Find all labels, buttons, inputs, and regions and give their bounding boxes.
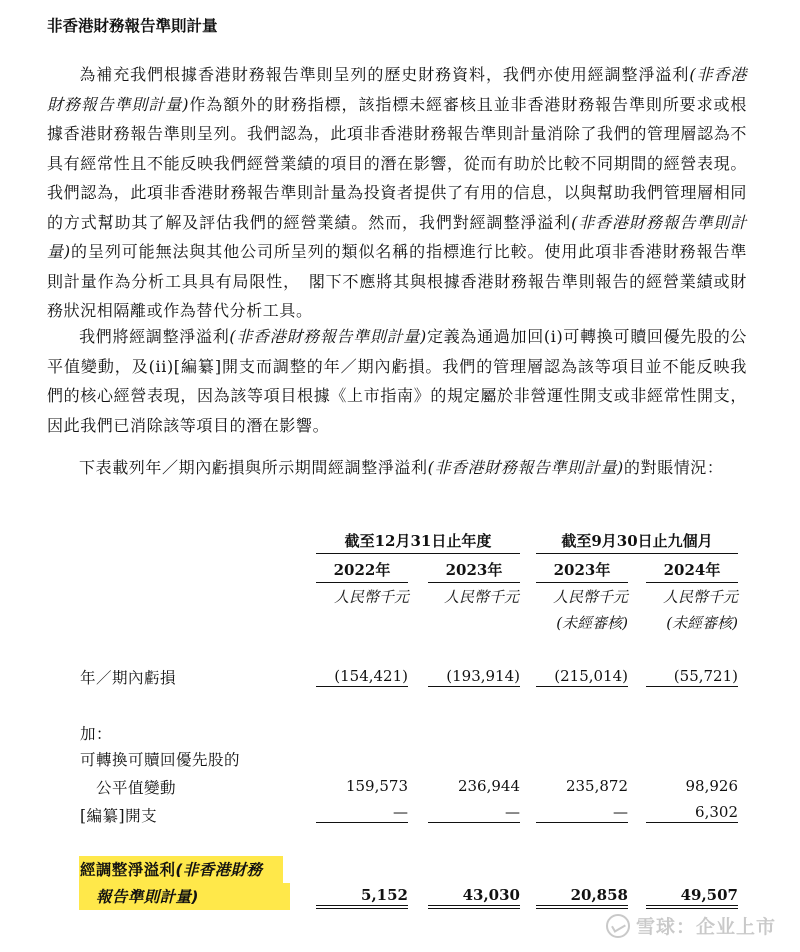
row-label-listing: [編纂]開支: [80, 807, 158, 825]
p3-text-c: 的對賬情況：: [623, 458, 724, 477]
header-nine-months: 截至9月30日止九個月: [536, 530, 738, 554]
adjusted-2023-nine: 20,858: [536, 886, 628, 909]
unaudited-col-4: (未經審核): [666, 614, 738, 632]
unit-col-1: 人民幣千元: [333, 588, 409, 606]
header-year-2023-nine: 2023年: [536, 559, 628, 583]
p3-text-a: 下表載列年／期內虧損與所示期間經調整淨溢利: [79, 458, 428, 477]
adjusted-label-italic-1: (非香港財務: [175, 861, 263, 879]
snowball-logo-icon: [606, 914, 630, 938]
fv-2024-nine: 98,926: [685, 777, 738, 795]
loss-2024-nine: (55,721): [646, 667, 738, 687]
adjusted-2023: 43,030: [428, 886, 520, 909]
row-label-fv-2: 公平值變動: [96, 779, 177, 797]
fv-2022: 159,573: [345, 777, 408, 795]
header-year-ended: 截至12月31日止年度: [316, 530, 520, 554]
p2-text-c: 定義為通過加回(i)可轉換可贖回優先股的公平值變動，及(ii)[編纂]開支而調整的年／期內虧損。我們的管理層認為該等項目並不能反映我們的核心經營表現，因為該等項目根據《上市指南》的規定屬於非營運性開支或非經常性開支，因此我們已消除該等項目的潛在影響。: [47, 327, 747, 435]
watermark: [606, 912, 776, 939]
loss-2022: (154,421): [316, 667, 408, 687]
adjusted-2024-nine: 49,507: [646, 886, 738, 909]
p1-italic-b: (非香港財務報告準則計量): [47, 65, 747, 114]
p3-italic-b: (非香港財務報告準則計量): [427, 458, 624, 477]
unit-col-4: 人民幣千元: [662, 588, 738, 606]
row-label-loss: 年／期內虧損: [80, 669, 177, 687]
loss-2023-nine: (215,014): [536, 667, 628, 687]
p1-italic-d: (非香港財務報告準則計量): [47, 212, 747, 261]
p1-text-a: 為補充我們根據香港財務報告準則呈列的歷史財務資料，我們亦使用經調整淨溢利: [79, 65, 690, 84]
section-heading: 非香港財務報告準則計量: [47, 17, 218, 35]
header-year-2023: 2023年: [428, 559, 520, 583]
listing-2022: —: [316, 803, 408, 823]
header-year-2022: 2022年: [316, 559, 408, 583]
row-label-add: 加：: [80, 725, 113, 743]
row-label-adjusted-2: 報告準則計量): [96, 888, 199, 906]
row-label-adjusted-1: [80, 858, 262, 880]
p1-text-c: 作為額外的財務指標，該指標未經審核且並非香港財務報告準則所要求或根據香港財務報告準則呈列。我們認為，此項非香港財務報告準則計量消除了我們的管理層認為不具有經常性且不能反映我們經營業績的項目的潛在影響，從而有助於比較不同期間的經營表現。我們認為，此項非香港財務報告準則計量為投資者提供了有用的信息，以與幫助我們管理層相同的方式幫助其了解及評估我們的經營業績。然而，我們對經調整淨溢利: [47, 94, 747, 232]
fv-2023-nine: 235,872: [565, 777, 628, 795]
unaudited-col-3: (未經審核): [556, 614, 628, 632]
p2-text-a: 我們將經調整淨溢利: [79, 327, 230, 346]
p2-italic-b: (非香港財務報告準則計量): [229, 327, 427, 346]
loss-2023: (193,914): [428, 667, 520, 687]
row-label-fv-1: 可轉換可贖回優先股的: [80, 751, 241, 769]
unit-col-2: 人民幣千元: [443, 588, 519, 606]
p1-text-e: 的呈列可能無法與其他公司所呈列的類似名稱的指標進行比較。使用此項非香港財務報告準則計量作為分析工具具有局限性， 閣下不應將其與根據香港財務報告準則報告的經營業績或財務狀況相隔離或作為替代分析工具。: [47, 242, 747, 320]
fv-2023: 236,944: [457, 777, 520, 795]
unit-col-3: 人民幣千元: [552, 588, 628, 606]
adjusted-2022: 5,152: [316, 886, 408, 909]
header-year-2024-nine: 2024年: [646, 559, 738, 583]
adjusted-label-text: 經調整淨溢利: [80, 861, 176, 879]
listing-2024-nine: 6,302: [646, 803, 738, 823]
watermark-text: 雪球：企业上市: [635, 916, 776, 938]
listing-2023-nine: —: [536, 803, 628, 823]
listing-2023: —: [428, 803, 520, 823]
